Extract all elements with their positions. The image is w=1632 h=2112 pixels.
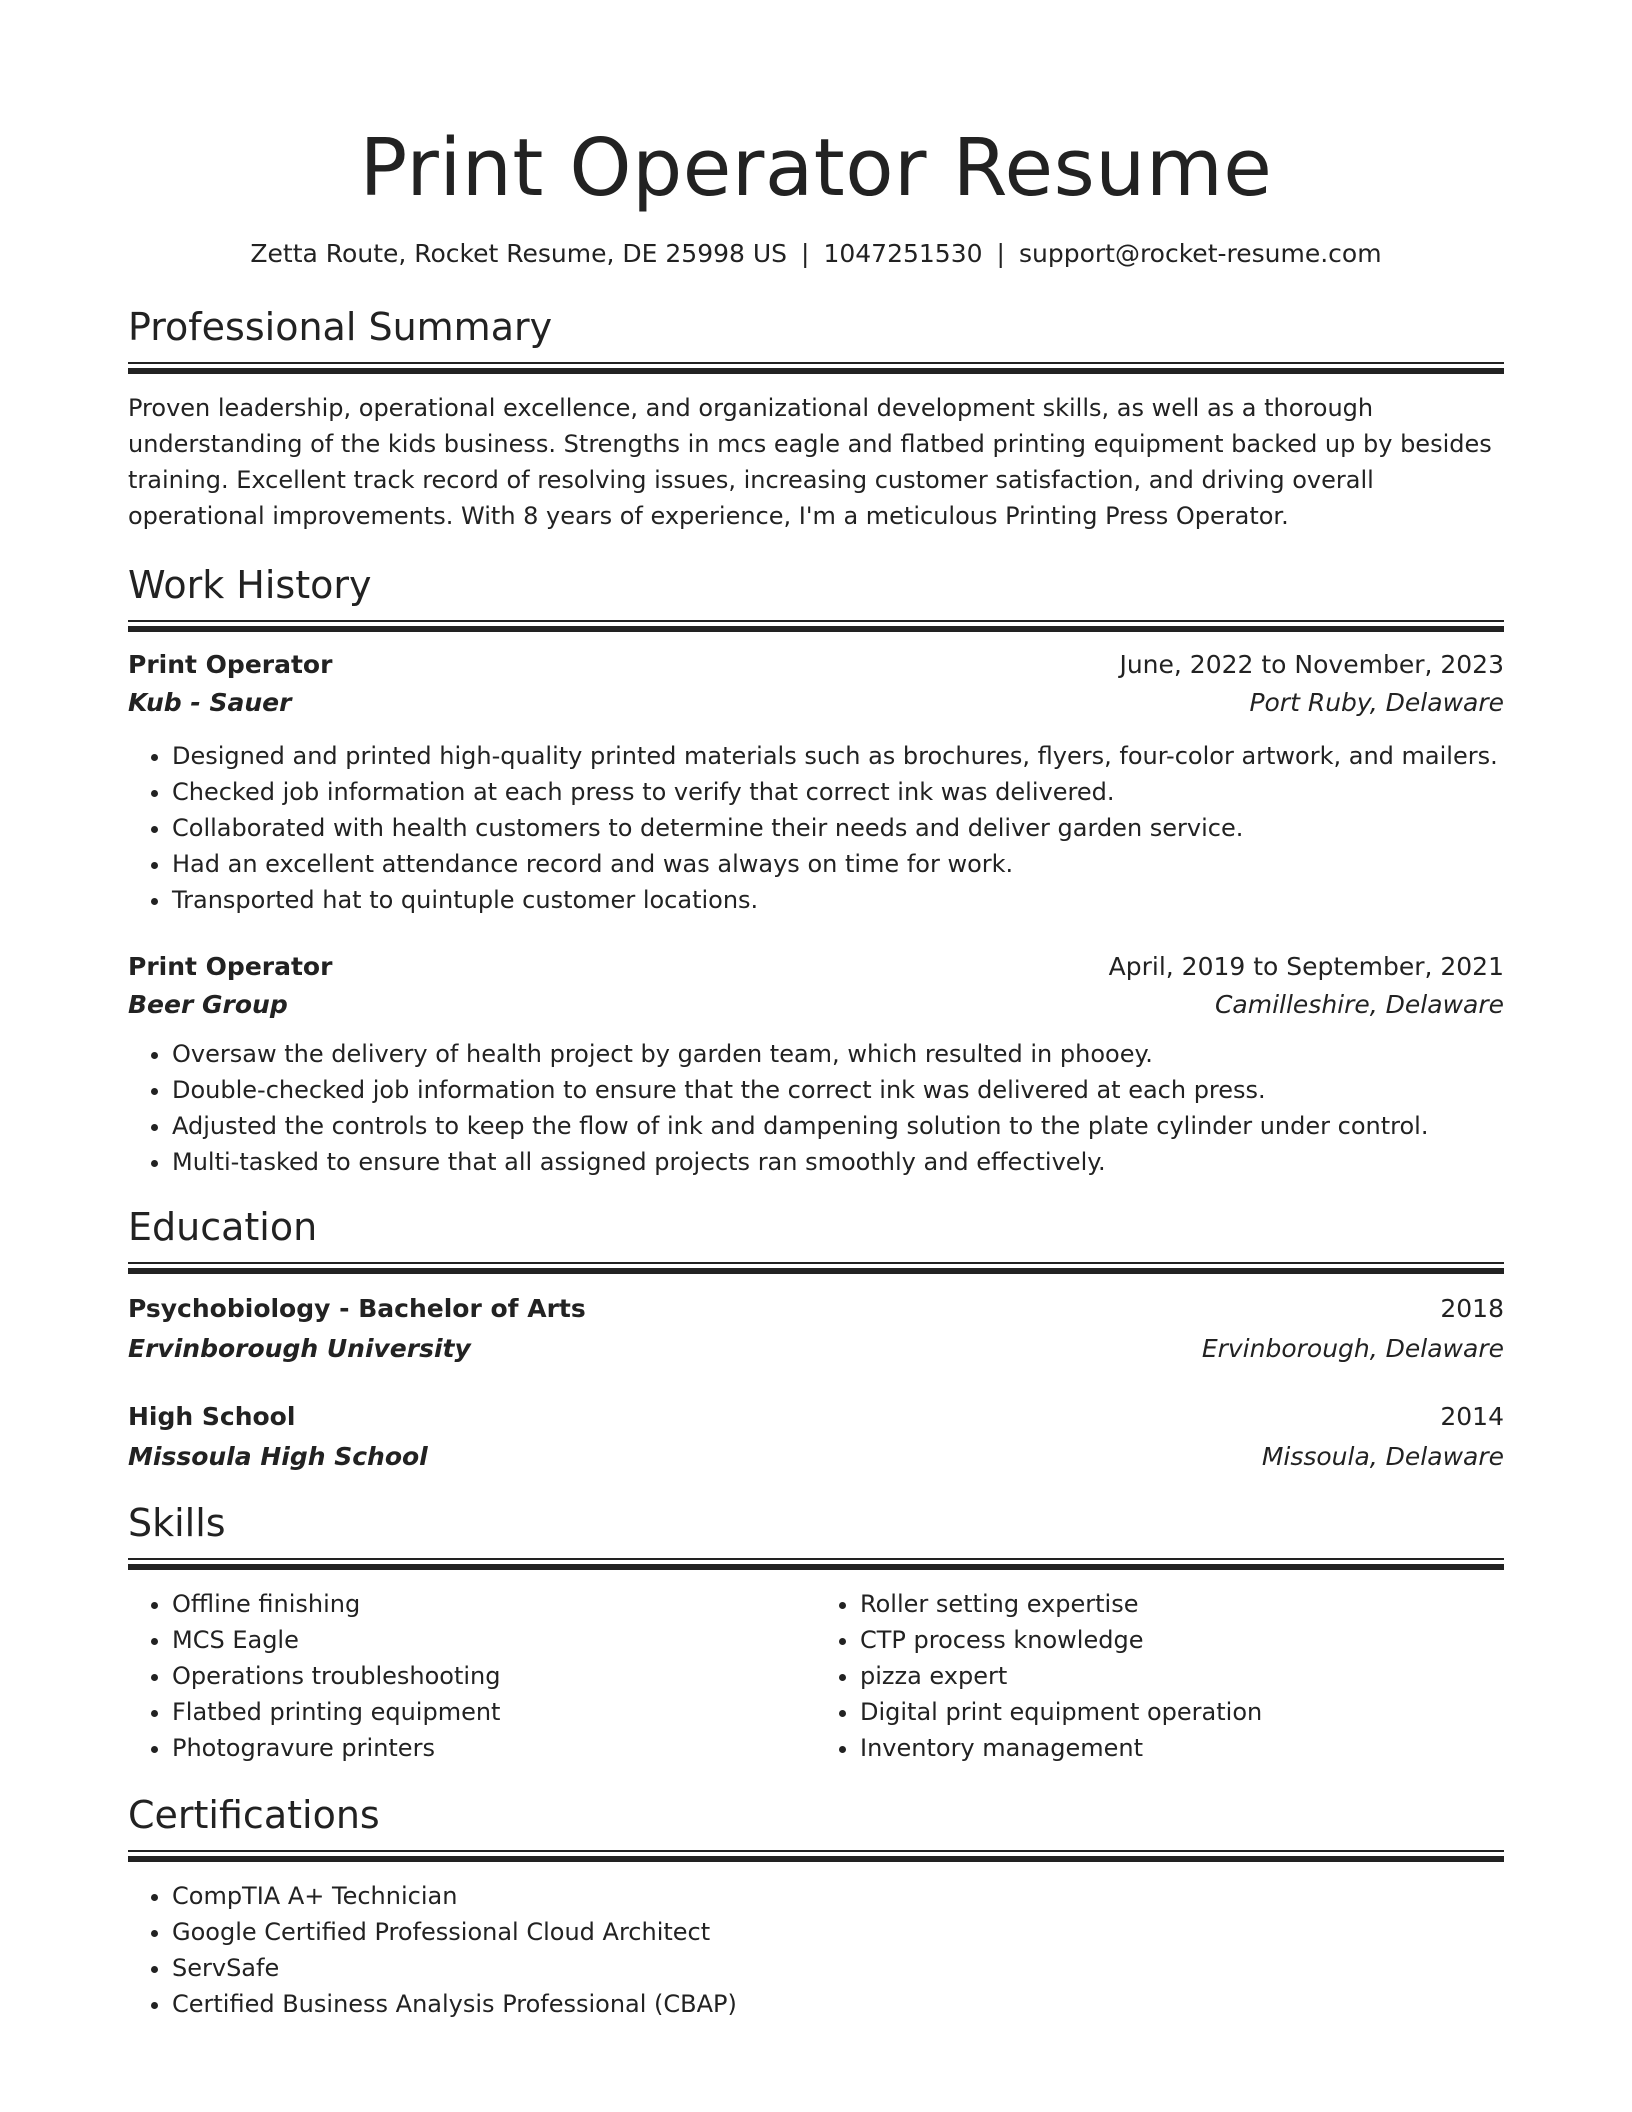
certifications-heading: Certifications — [128, 1793, 380, 1837]
list-item: • Adjusted the controls to keep the flow of ink and dampening solution to the plate cylinder under control. — [172, 1108, 1504, 1144]
list-item: • Operations troubleshooting — [172, 1658, 816, 1694]
job-company: Beer Group — [128, 990, 288, 1019]
section-divider — [128, 362, 1504, 376]
list-item: • Collaborated with health customers to determine their needs and deliver garden service. — [172, 810, 1504, 846]
summary-text: Proven leadership, operational excellence, and organizational development skills, as well as a thorough understanding of the kids business. Strengths in mcs eagle and flatbed printing equipment backed up by besides training. Excellent track record of resolving issues, increasing customer satisfaction, and driving overall operational improvements. With 8 years of experience, I'm a meticulous Printing Press Operator. — [128, 394, 1492, 530]
work-section — [128, 560, 1504, 1180]
list-item: • Had an excellent attendance record and was always on time for work. — [172, 846, 1504, 882]
list-item: • Transported hat to quintuple customer locations. — [172, 882, 1504, 918]
education-entry — [128, 1398, 1504, 1476]
job-entry — [128, 948, 1504, 1180]
certifications-section — [128, 1790, 1504, 2022]
section-divider — [128, 620, 1504, 634]
education-year: 2014 — [1440, 1402, 1504, 1431]
list-item: • Multi-tasked to ensure that all assigned projects ran smoothly and effectively. — [172, 1144, 1504, 1180]
list-item: • Checked job information at each press to verify that correct ink was delivered. — [172, 774, 1504, 810]
list-item: • Oversaw the delivery of health project by garden team, which resulted in phooey. — [172, 1036, 1504, 1072]
skills-list-left — [128, 1586, 816, 1766]
job-title: Print Operator — [128, 952, 333, 981]
job-dates: April, 2019 to September, 2021 — [1108, 952, 1504, 981]
section-divider — [128, 1558, 1504, 1572]
education-location: Missoula, Delaware — [1261, 1442, 1504, 1471]
resume-title: Print Operator Resume — [359, 122, 1273, 214]
list-item: • Flatbed printing equipment — [172, 1694, 816, 1730]
list-item: • Certified Business Analysis Professional (CBAP) — [172, 1986, 1504, 2022]
skills-section — [128, 1498, 1504, 1766]
education-heading: Education — [128, 1205, 318, 1249]
job-title: Print Operator — [128, 650, 333, 679]
education-location: Ervinborough, Delaware — [1201, 1334, 1504, 1363]
summary-section — [128, 302, 1504, 534]
list-item: • CompTIA A+ Technician — [172, 1878, 1504, 1914]
education-degree: High School — [128, 1402, 296, 1431]
list-item: • Offline finishing — [172, 1586, 816, 1622]
section-divider — [128, 1262, 1504, 1276]
list-item: • pizza expert — [860, 1658, 1504, 1694]
skills-columns — [128, 1586, 1504, 1766]
contact-address: Zetta Route, Rocket Resume, DE 25998 US — [250, 239, 788, 268]
list-item: • Designed and printed high-quality printed materials such as brochures, flyers, four-color artwork, and mailers. — [172, 738, 1504, 774]
list-item: • Inventory management — [860, 1730, 1504, 1766]
job-company: Kub - Sauer — [128, 688, 292, 717]
job-location: Camilleshire, Delaware — [1214, 990, 1504, 1019]
list-item: • Roller setting expertise — [860, 1586, 1504, 1622]
work-heading: Work History — [128, 563, 372, 607]
education-degree: Psychobiology - Bachelor of Arts — [128, 1294, 586, 1323]
certifications-list — [128, 1878, 1504, 2022]
education-year: 2018 — [1440, 1294, 1504, 1323]
education-section — [128, 1202, 1504, 1476]
job-dates: June, 2022 to November, 2023 — [1119, 650, 1504, 679]
list-item: • Photogravure printers — [172, 1730, 816, 1766]
resume-page — [128, 0, 1504, 2022]
education-entry — [128, 1290, 1504, 1368]
job-entry — [128, 646, 1504, 918]
contact-separator: | — [996, 239, 1005, 268]
list-item: • Google Certified Professional Cloud Architect — [172, 1914, 1504, 1950]
education-school: Ervinborough University — [128, 1334, 471, 1363]
list-item: • MCS Eagle — [172, 1622, 816, 1658]
education-school: Missoula High School — [128, 1442, 428, 1471]
skills-heading: Skills — [128, 1501, 226, 1545]
contact-phone: 1047251530 — [823, 239, 983, 268]
contact-line — [128, 236, 1504, 272]
contact-separator: | — [801, 239, 810, 268]
list-item: • ServSafe — [172, 1950, 1504, 1986]
job-bullets — [128, 1036, 1504, 1180]
contact-email: support@rocket-resume.com — [1018, 239, 1382, 268]
summary-heading: Professional Summary — [128, 305, 553, 349]
list-item: • CTP process knowledge — [860, 1622, 1504, 1658]
section-divider — [128, 1850, 1504, 1864]
list-item: • Double-checked job information to ensure that the correct ink was delivered at each press. — [172, 1072, 1504, 1108]
skills-list-right — [816, 1586, 1504, 1766]
list-item: • Digital print equipment operation — [860, 1694, 1504, 1730]
job-location: Port Ruby, Delaware — [1249, 688, 1504, 717]
job-bullets — [128, 738, 1504, 918]
